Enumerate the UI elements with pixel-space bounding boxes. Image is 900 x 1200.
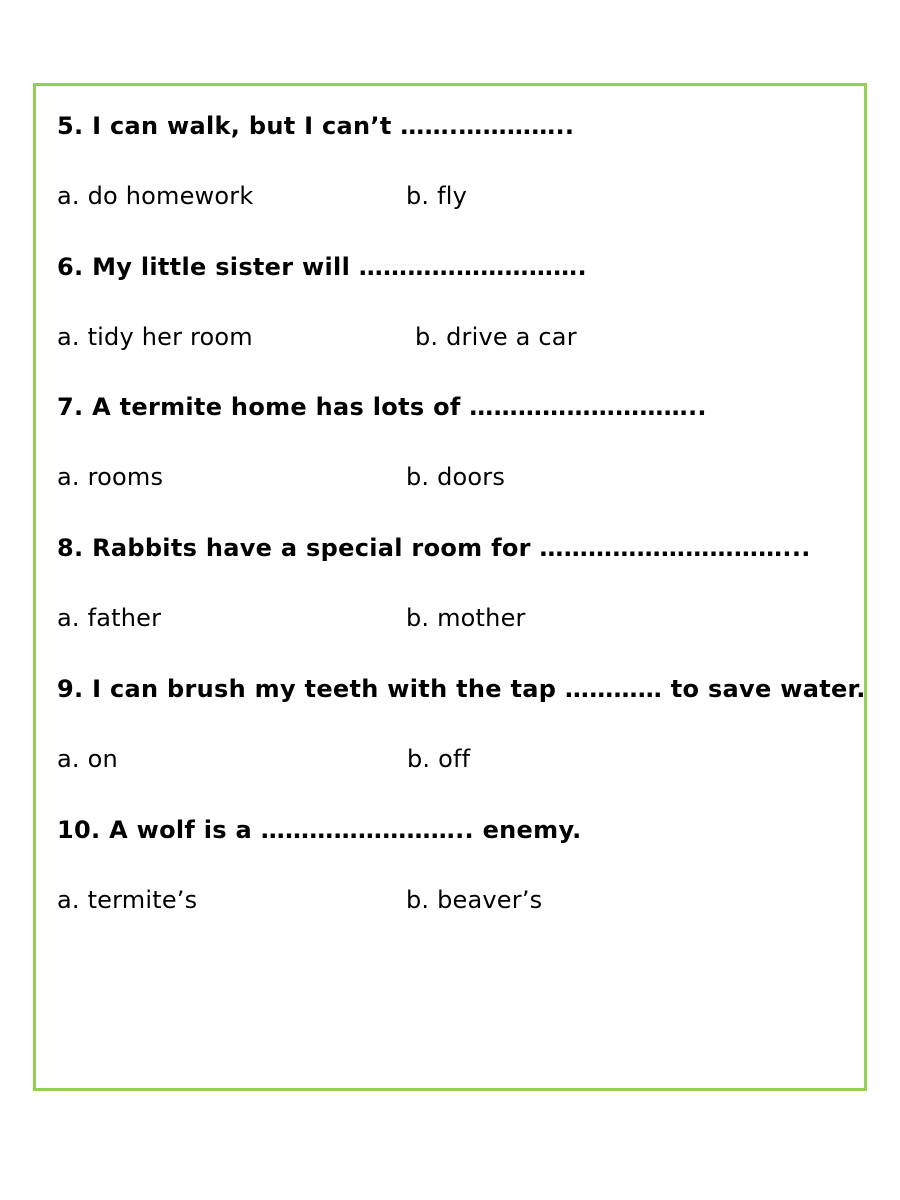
question-10-option-a[interactable]: a. termite’s [57, 886, 198, 914]
worksheet-border [33, 83, 867, 1091]
question-7: 7. A termite home has lots of ……………………….. [57, 393, 707, 421]
question-7-option-b[interactable]: b. doors [406, 463, 506, 491]
question-6-option-a[interactable]: a. tidy her room [57, 323, 253, 351]
question-5-option-b[interactable]: b. fly [406, 182, 468, 210]
question-5: 5. I can walk, but I can’t …….………….. [57, 112, 575, 140]
question-8-option-b[interactable]: b. mother [406, 604, 526, 632]
question-6-option-b[interactable]: b. drive a car [415, 323, 577, 351]
question-9-option-b[interactable]: b. off [407, 745, 471, 773]
question-10-option-b[interactable]: b. beaver’s [406, 886, 543, 914]
question-8: 8. Rabbits have a special room for …………………………... [57, 534, 811, 562]
question-8-option-a[interactable]: a. father [57, 604, 162, 632]
question-9: 9. I can brush my teeth with the tap ………… to save water. [57, 675, 866, 703]
question-5-option-a[interactable]: a. do homework [57, 182, 254, 210]
question-10: 10. A wolf is a …………………….. enemy. [57, 816, 582, 844]
question-6: 6. My little sister will ………………………. [57, 253, 587, 281]
question-9-option-a[interactable]: a. on [57, 745, 118, 773]
question-7-option-a[interactable]: a. rooms [57, 463, 164, 491]
